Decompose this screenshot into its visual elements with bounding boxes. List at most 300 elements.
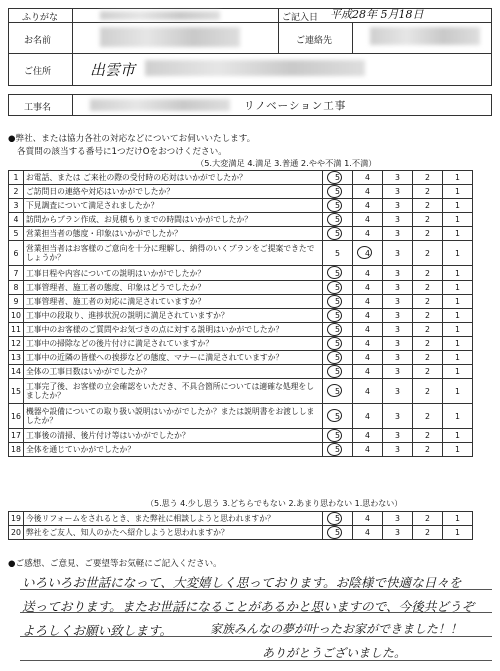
score-option-3[interactable]	[383, 443, 413, 457]
score-option-1[interactable]	[443, 280, 473, 294]
header-vline-3	[352, 22, 353, 53]
score-label: 1	[455, 229, 460, 239]
score-label: 2	[425, 201, 430, 211]
score-label: 4	[365, 248, 370, 258]
intro-line-2: 各質問の該当する番号に1つだけOをおつけください。	[17, 147, 227, 157]
score-option-4[interactable]	[353, 294, 383, 308]
score-option-1[interactable]	[443, 171, 473, 185]
score-label: 2	[425, 215, 430, 225]
score-label: 3	[395, 229, 400, 239]
score-option-4[interactable]	[353, 199, 383, 213]
comment-line-5: ありがとうございました。	[262, 646, 407, 660]
score-label: 2	[425, 268, 430, 278]
score-option-3[interactable]	[383, 213, 413, 227]
question-row	[9, 213, 473, 227]
question-row	[9, 322, 473, 336]
question-number: 15	[9, 379, 24, 404]
score-option-5[interactable]	[323, 336, 353, 350]
score-label: 5	[335, 215, 340, 225]
question-number: 18	[9, 443, 24, 457]
score-label: 1	[455, 268, 460, 278]
question-row	[9, 336, 473, 350]
question-text: 訪問からプラン作成、お見積もりまでの時間はいかがでしたか？	[24, 213, 323, 227]
score-label: 4	[365, 173, 370, 183]
score-option-3[interactable]	[383, 336, 413, 350]
score-label: 1	[455, 353, 460, 363]
score-option-4[interactable]	[353, 379, 383, 404]
score-label: 3	[395, 514, 400, 524]
question-number: 8	[9, 280, 24, 294]
score-option-3[interactable]	[383, 294, 413, 308]
score-option-1[interactable]	[443, 185, 473, 199]
score-option-2[interactable]	[413, 429, 443, 443]
score-label: 2	[425, 411, 430, 421]
score-label: 4	[365, 353, 370, 363]
question-number: 12	[9, 336, 24, 350]
score-label: 5	[335, 268, 340, 278]
score-label: 5	[335, 229, 340, 239]
question-text: 工事管理者、施工者の対応に満足されていますか？	[24, 294, 323, 308]
header-vline-1	[72, 8, 73, 86]
selection-circle	[327, 323, 342, 336]
score-label: 2	[425, 173, 430, 183]
score-label: 5	[335, 296, 340, 306]
score-label: 2	[425, 282, 430, 292]
question-row	[9, 280, 473, 294]
score-option-5[interactable]	[323, 280, 353, 294]
score-option-1[interactable]	[443, 322, 473, 336]
name-redacted	[100, 27, 240, 47]
score-label: 5	[335, 386, 340, 396]
selection-circle	[327, 526, 342, 539]
score-label: 3	[395, 528, 400, 538]
score-option-4[interactable]	[353, 308, 383, 322]
score-option-3[interactable]	[383, 512, 413, 526]
score-option-2[interactable]	[413, 185, 443, 199]
score-option-4[interactable]	[353, 280, 383, 294]
score-option-2[interactable]	[413, 404, 443, 429]
score-label: 4	[365, 268, 370, 278]
score-option-2[interactable]	[413, 241, 443, 266]
score-label: 5	[335, 248, 340, 258]
score-option-1[interactable]	[443, 429, 473, 443]
score-label: 5	[335, 367, 340, 377]
score-option-1[interactable]	[443, 241, 473, 266]
score-label: 2	[425, 248, 430, 258]
score-option-4[interactable]	[353, 443, 383, 457]
score-option-4[interactable]	[353, 351, 383, 365]
selection-circle	[327, 512, 342, 525]
question-number: 16	[9, 404, 24, 429]
selection-circle	[327, 171, 342, 184]
score-option-2[interactable]	[413, 171, 443, 185]
score-option-2[interactable]	[413, 526, 443, 540]
question-row	[9, 404, 473, 429]
score-label: 5	[335, 324, 340, 334]
score-option-5[interactable]	[323, 227, 353, 241]
score-label: 1	[455, 445, 460, 455]
score-option-2[interactable]	[413, 199, 443, 213]
score-option-3[interactable]	[383, 429, 413, 443]
date-label: ご記入日	[282, 13, 319, 23]
score-option-3[interactable]	[383, 280, 413, 294]
score-option-1[interactable]	[443, 213, 473, 227]
question-row	[9, 185, 473, 199]
score-option-3[interactable]	[383, 241, 413, 266]
score-option-2[interactable]	[413, 308, 443, 322]
score-option-3[interactable]	[383, 365, 413, 379]
questions-table	[8, 170, 473, 457]
question-row	[9, 266, 473, 280]
score-option-2[interactable]	[413, 227, 443, 241]
question-number: 9	[9, 294, 24, 308]
question-row	[9, 351, 473, 365]
question-text: 機器や設備についての取り扱い説明はいかがでしたか？または説明書をお渡ししましたか？	[24, 404, 323, 429]
score-option-1[interactable]	[443, 308, 473, 322]
score-label: 3	[395, 338, 400, 348]
score-option-1[interactable]	[443, 227, 473, 241]
question-text: 弊社をご友人、知人のかたへ紹介しようと思われますか？	[24, 526, 323, 540]
selection-circle	[327, 429, 342, 442]
question-row	[9, 294, 473, 308]
question-number: 17	[9, 429, 24, 443]
question-row	[9, 443, 473, 457]
score-label: 4	[365, 431, 370, 441]
score-option-1[interactable]	[443, 404, 473, 429]
score-option-1[interactable]	[443, 365, 473, 379]
score-label: 4	[365, 411, 370, 421]
score-label: 1	[455, 367, 460, 377]
score-label: 1	[455, 431, 460, 441]
score-label: 2	[425, 229, 430, 239]
score-option-2[interactable]	[413, 294, 443, 308]
score-label: 5	[335, 310, 340, 320]
furigana-label: ふりがな	[22, 13, 59, 23]
score-option-4[interactable]	[353, 429, 383, 443]
score-option-3[interactable]	[383, 308, 413, 322]
selection-circle	[327, 365, 342, 378]
score-label: 2	[425, 431, 430, 441]
score-label: 5	[335, 201, 340, 211]
score-label: 5	[335, 528, 340, 538]
selection-circle	[327, 281, 342, 294]
score-option-4[interactable]	[353, 227, 383, 241]
score-option-3[interactable]	[383, 351, 413, 365]
selection-circle	[327, 266, 342, 279]
date-value: 平成28年 5月18日	[330, 8, 424, 21]
question-text: 工事中のお客様のご質問やお気づきの点に対する説明はいかがでしたか？	[24, 322, 323, 336]
score-label: 1	[455, 411, 460, 421]
score-option-2[interactable]	[413, 512, 443, 526]
score-option-1[interactable]	[443, 379, 473, 404]
score-label: 3	[395, 431, 400, 441]
question-row	[9, 171, 473, 185]
score-label: 3	[395, 353, 400, 363]
question-text: 工事後の清掃、後片付け等はいかがでしたか？	[24, 429, 323, 443]
score-option-3[interactable]	[383, 227, 413, 241]
score-label: 3	[395, 173, 400, 183]
score-label: 1	[455, 324, 460, 334]
score-label: 1	[455, 528, 460, 538]
question-number: 2	[9, 185, 24, 199]
selection-circle	[327, 443, 342, 456]
header-vline-2	[278, 8, 279, 53]
score-option-5[interactable]	[323, 294, 353, 308]
question-text: 営業担当者の態度・印象はいかがでしたか？	[24, 227, 323, 241]
score-option-5[interactable]	[323, 429, 353, 443]
question-number: 5	[9, 227, 24, 241]
score-label: 2	[425, 187, 430, 197]
score-label: 2	[425, 528, 430, 538]
scale-header: （5.大変満足 4.満足 3.普通 2.やや不満 1.不満）	[196, 158, 377, 168]
question-row	[9, 308, 473, 322]
score-option-5[interactable]	[323, 512, 353, 526]
address-value: 出雲市	[90, 61, 136, 79]
score-option-1[interactable]	[443, 526, 473, 540]
score-option-4[interactable]	[353, 512, 383, 526]
question-number: 1	[9, 171, 24, 185]
contact-redacted	[370, 27, 480, 45]
intro-line-1: ●弊社、または協力各社の対応などについてお伺いいたします。	[8, 134, 256, 144]
score-option-3[interactable]	[383, 199, 413, 213]
question-number: 3	[9, 199, 24, 213]
selection-circle	[327, 337, 342, 350]
score-label: 4	[365, 514, 370, 524]
score-label: 5	[335, 411, 340, 421]
question-number: 20	[9, 526, 24, 540]
score-option-5[interactable]	[323, 526, 353, 540]
score-option-3[interactable]	[383, 526, 413, 540]
score-label: 5	[335, 187, 340, 197]
score-label: 3	[395, 296, 400, 306]
score-option-5[interactable]	[323, 365, 353, 379]
score-option-3[interactable]	[383, 404, 413, 429]
score-option-5[interactable]	[323, 443, 353, 457]
score-option-1[interactable]	[443, 351, 473, 365]
score-option-1[interactable]	[443, 266, 473, 280]
score-option-2[interactable]	[413, 379, 443, 404]
score-label: 2	[425, 514, 430, 524]
question-row	[9, 512, 473, 526]
score-label: 2	[425, 445, 430, 455]
question-text: 全体の工事日数はいかがでしたか？	[24, 365, 323, 379]
selection-circle	[327, 185, 342, 198]
score-option-3[interactable]	[383, 379, 413, 404]
score-option-5[interactable]	[323, 266, 353, 280]
score-label: 5	[335, 431, 340, 441]
score-option-2[interactable]	[413, 443, 443, 457]
question-text: 工事中の段取り、進捗状況の説明に満足されていますか？	[24, 308, 323, 322]
score-option-1[interactable]	[443, 199, 473, 213]
score-option-4[interactable]	[353, 171, 383, 185]
score-label: 3	[395, 282, 400, 292]
score-option-5[interactable]	[323, 199, 353, 213]
project-redacted	[90, 99, 230, 111]
score-label: 4	[365, 229, 370, 239]
score-label: 4	[365, 386, 370, 396]
selection-circle	[327, 227, 342, 240]
question-row	[9, 365, 473, 379]
score-label: 1	[455, 187, 460, 197]
score-option-2[interactable]	[413, 365, 443, 379]
score-option-5[interactable]	[323, 171, 353, 185]
score-option-5[interactable]	[323, 351, 353, 365]
score-option-3[interactable]	[383, 185, 413, 199]
score-option-3[interactable]	[383, 171, 413, 185]
address-label: ご住所	[24, 67, 52, 77]
question-text: 下見調査について満足されましたか？	[24, 199, 323, 213]
project-value: リノベーション工事	[244, 100, 347, 112]
address-redacted	[145, 60, 365, 76]
question-text: 全体を通じていかがでしたか？	[24, 443, 323, 457]
header-divider-1	[8, 22, 492, 23]
score-label: 2	[425, 353, 430, 363]
score-option-5[interactable]	[323, 213, 353, 227]
comment-rule-4	[20, 660, 492, 661]
score-label: 1	[455, 215, 460, 225]
score-option-5[interactable]	[323, 308, 353, 322]
question-number: 6	[9, 241, 24, 266]
score-label: 2	[425, 367, 430, 377]
score-option-5[interactable]	[323, 185, 353, 199]
score-label: 3	[395, 248, 400, 258]
score-label: 2	[425, 386, 430, 396]
question-number: 4	[9, 213, 24, 227]
question-text: 今後リフォームをされるとき、また弊社に相談しようと思われますか？	[24, 512, 323, 526]
score-label: 2	[425, 310, 430, 320]
question-number: 13	[9, 351, 24, 365]
selection-circle	[327, 213, 342, 226]
score-label: 1	[455, 173, 460, 183]
score-label: 1	[455, 386, 460, 396]
score-option-4[interactable]	[353, 322, 383, 336]
comment-line-4: 家族みんなの夢が叶ったお家ができました！！	[210, 622, 463, 636]
score-option-2[interactable]	[413, 266, 443, 280]
question-row	[9, 429, 473, 443]
score-label: 3	[395, 310, 400, 320]
score-label: 1	[455, 201, 460, 211]
score-label: 3	[395, 411, 400, 421]
question-number: 7	[9, 266, 24, 280]
score-label: 4	[365, 324, 370, 334]
score-label: 2	[425, 324, 430, 334]
score-label: 5	[335, 338, 340, 348]
score-option-4[interactable]	[353, 185, 383, 199]
score-label: 5	[335, 445, 340, 455]
question-number: 19	[9, 512, 24, 526]
score-label: 4	[365, 187, 370, 197]
score-label: 3	[395, 367, 400, 377]
question-text: 営業担当者はお客様のご意向を十分に理解し、納得のいくプランをご提案できたでしょうか？	[24, 241, 323, 266]
question-number: 10	[9, 308, 24, 322]
question-text: 工事日程や内容についての説明はいかがでしたか？	[24, 266, 323, 280]
score-label: 4	[365, 367, 370, 377]
score-option-5[interactable]	[323, 322, 353, 336]
score-label: 4	[365, 445, 370, 455]
selection-circle	[327, 199, 342, 212]
score-option-2[interactable]	[413, 336, 443, 350]
score-label: 5	[335, 353, 340, 363]
score-option-4[interactable]	[353, 336, 383, 350]
score-option-4[interactable]	[353, 365, 383, 379]
question-text: 工事中の近隣の皆様への挨拶などの態度、マナーに満足されていますか？	[24, 351, 323, 365]
score-label: 5	[335, 514, 340, 524]
score-option-5[interactable]	[323, 404, 353, 429]
score-label: 3	[395, 215, 400, 225]
score-option-4[interactable]	[353, 213, 383, 227]
score-option-1[interactable]	[443, 443, 473, 457]
score-label: 1	[455, 248, 460, 258]
score-label: 3	[395, 445, 400, 455]
score-option-4[interactable]	[353, 266, 383, 280]
question-row	[9, 526, 473, 540]
selection-circle	[327, 295, 342, 308]
contact-label: ご連絡先	[296, 36, 333, 46]
question-number: 14	[9, 365, 24, 379]
score-option-2[interactable]	[413, 213, 443, 227]
question-row	[9, 227, 473, 241]
score-option-5[interactable]	[323, 379, 353, 404]
name-label: お名前	[24, 36, 52, 46]
project-vline	[72, 94, 73, 116]
score-option-1[interactable]	[443, 294, 473, 308]
score-label: 1	[455, 310, 460, 320]
question-text: 工事中の掃除などの後片付けに満足されていますか？	[24, 336, 323, 350]
score-option-1[interactable]	[443, 512, 473, 526]
header-divider-2	[8, 53, 492, 54]
score-option-4[interactable]	[353, 404, 383, 429]
score-label: 3	[395, 187, 400, 197]
score-option-5[interactable]	[323, 241, 353, 266]
question-number: 11	[9, 322, 24, 336]
score-label: 4	[365, 201, 370, 211]
score-label: 1	[455, 514, 460, 524]
score-option-1[interactable]	[443, 336, 473, 350]
score-label: 4	[365, 215, 370, 225]
score-label: 3	[395, 268, 400, 278]
question-text: ご訪問日の連絡や対応はいかがでしたか？	[24, 185, 323, 199]
score-option-4[interactable]	[353, 241, 383, 266]
score-label: 1	[455, 338, 460, 348]
project-label: 工事名	[24, 103, 52, 113]
score-label: 2	[425, 338, 430, 348]
score-option-2[interactable]	[413, 351, 443, 365]
comment-line-1: いろいろお世話になって、大変嬉しく思っております。お陰様で快適な日々を	[22, 575, 462, 590]
score-label: 4	[365, 296, 370, 306]
question-text: 工事完了後、お客様の立会確認をいただき、不具合箇所については適確な処理をしましたか？	[24, 379, 323, 404]
selection-circle	[327, 351, 342, 364]
score-label: 1	[455, 296, 460, 306]
question-row	[9, 241, 473, 266]
questions-table-2	[8, 511, 473, 540]
comments-label: ●ご感想、ご意見、ご要望等お気軽にご記入ください。	[8, 559, 222, 569]
score-label: 3	[395, 324, 400, 334]
question-row	[9, 199, 473, 213]
score-option-2[interactable]	[413, 280, 443, 294]
score-option-4[interactable]	[353, 526, 383, 540]
score-option-3[interactable]	[383, 266, 413, 280]
comment-line-2: 送っております。またお世話になることがあるかと思いますので、今後共どうぞ	[22, 599, 475, 614]
score-label: 3	[395, 201, 400, 211]
furigana-redacted	[100, 11, 220, 20]
score-label: 4	[365, 282, 370, 292]
scale-header-2: （5.思う 4.少し思う 3.どちらでもない 2.あまり思わない 1.思わない）	[146, 499, 403, 508]
score-option-2[interactable]	[413, 322, 443, 336]
question-text: お電話、または ご来社の際の受付時の応対はいかがでしたか？	[24, 171, 323, 185]
score-option-3[interactable]	[383, 322, 413, 336]
score-label: 3	[395, 386, 400, 396]
comment-line-3: よろしくお願い致します。	[22, 623, 173, 638]
